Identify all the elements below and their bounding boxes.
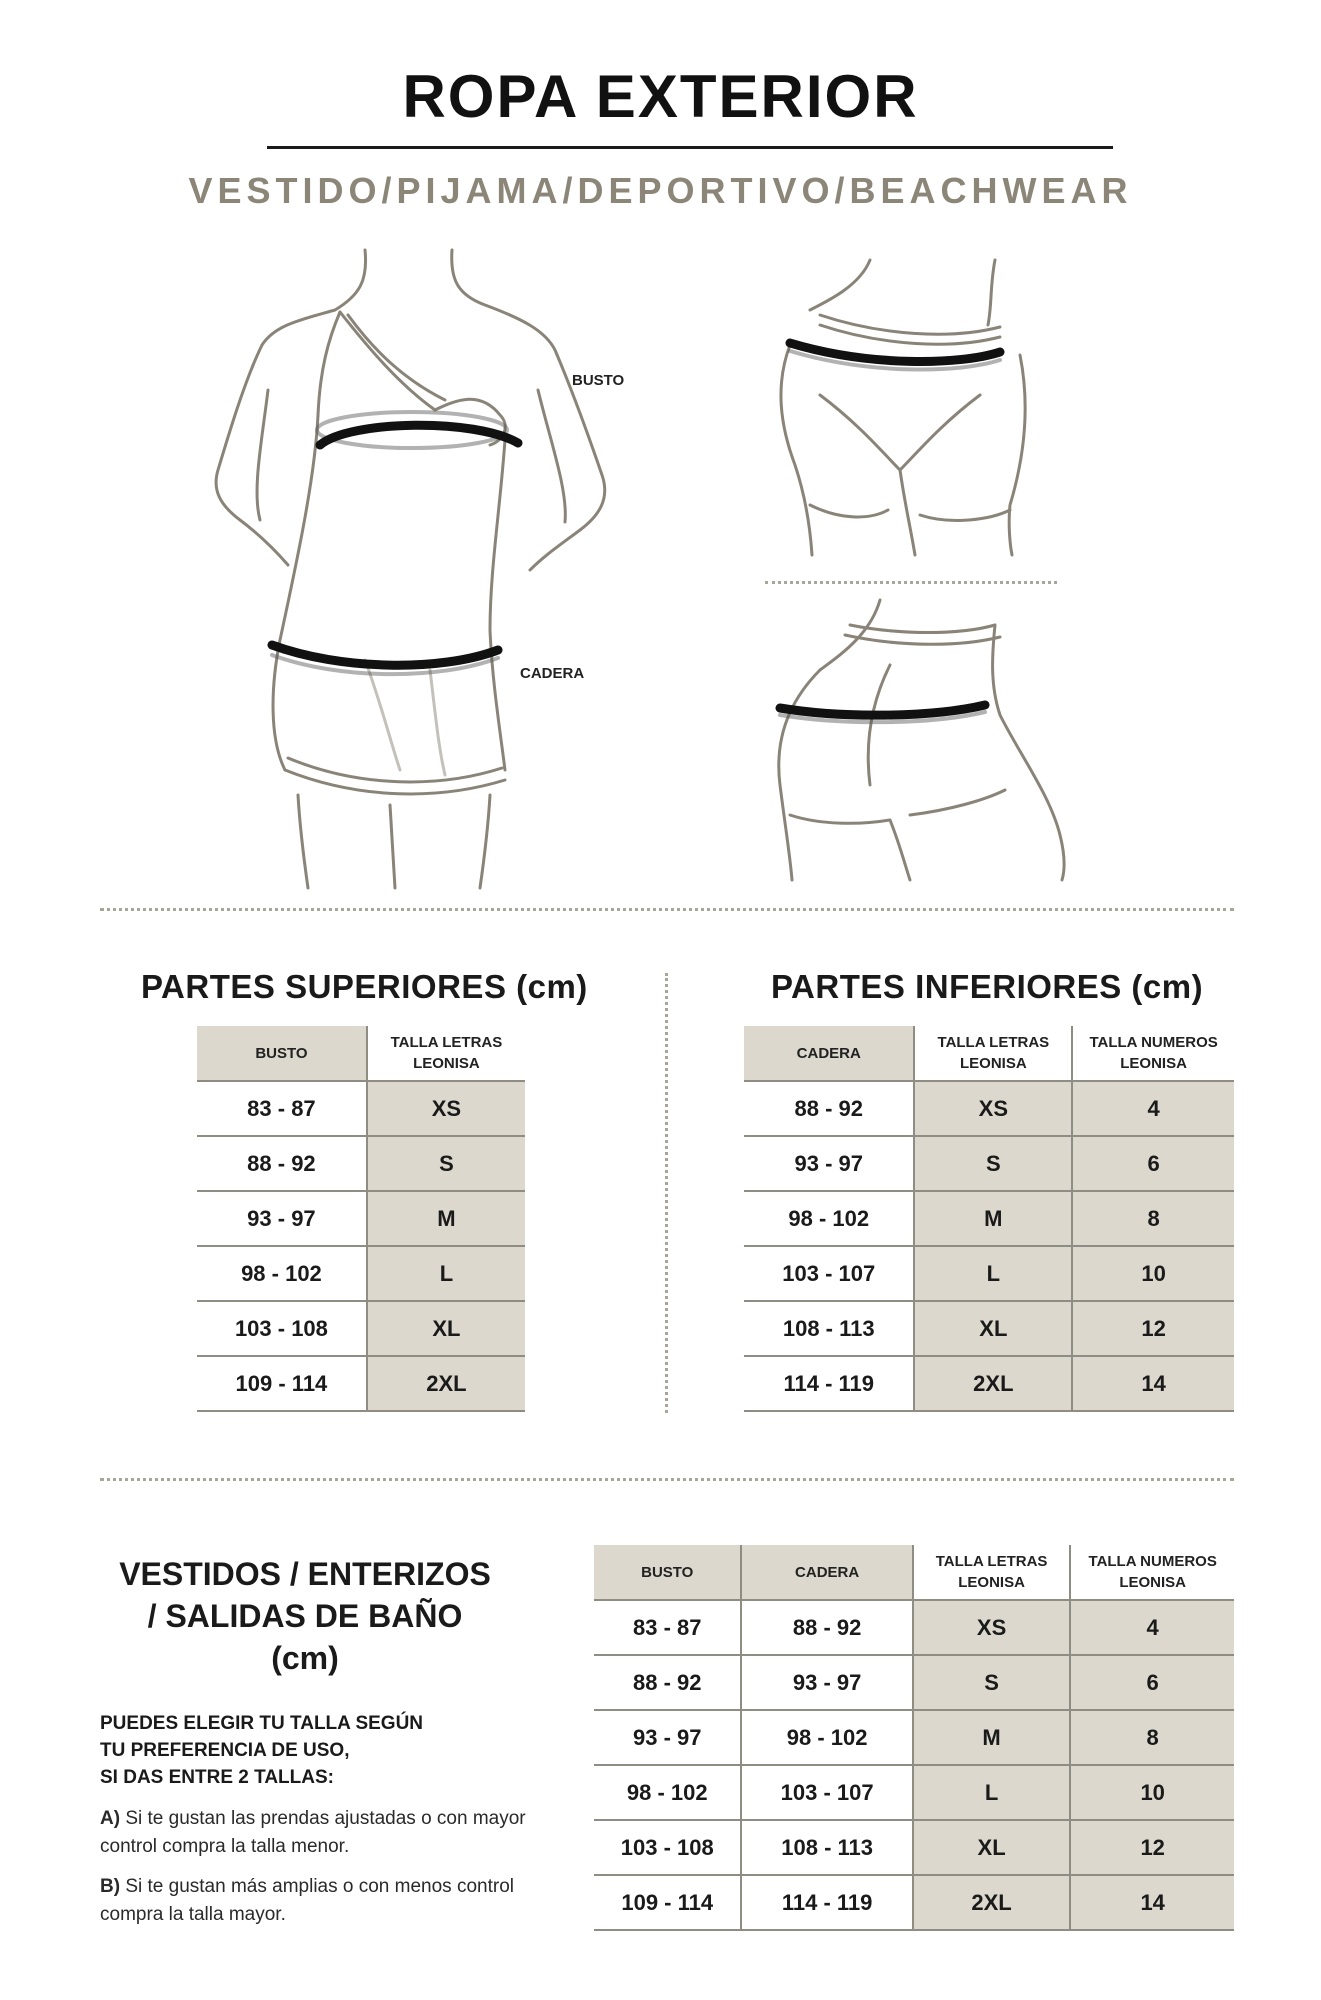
- tip-b: [100, 1873, 514, 1929]
- page-subtitle: VESTIDO/PIJAMA/DEPORTIVO/BEACHWEAR: [188, 170, 1133, 211]
- cadera-cell: 103 - 107: [741, 1765, 912, 1820]
- numero-cell: 6: [1070, 1655, 1234, 1710]
- table-row: [197, 1356, 525, 1411]
- cadera-label: CADERA: [520, 665, 585, 682]
- busto-cell: 109 - 114: [197, 1356, 367, 1411]
- table-row: [197, 1191, 525, 1246]
- table-row: [594, 1820, 1234, 1875]
- cadera-cell: 88 - 92: [744, 1081, 914, 1136]
- cadera-cell: 114 - 119: [744, 1356, 914, 1411]
- busto-cell: 88 - 92: [197, 1136, 367, 1191]
- header-talla-numeros: TALLA NUMEROS LEONISA: [1072, 1026, 1234, 1081]
- talla-cell: L: [914, 1246, 1072, 1301]
- talla-cell: XL: [913, 1820, 1071, 1875]
- busto-cell: 103 - 108: [594, 1820, 741, 1875]
- tip-a-line2: control compra la talla menor.: [100, 1836, 350, 1857]
- numero-cell: 12: [1072, 1301, 1234, 1356]
- talla-cell: M: [913, 1710, 1071, 1765]
- page-title: ROPA EXTERIOR: [402, 63, 919, 130]
- table-row: [594, 1765, 1234, 1820]
- header-talla-letras: TALLA LETRAS LEONISA: [367, 1026, 525, 1081]
- inferiores-title: PARTES INFERIORES (cm): [771, 968, 1204, 1005]
- numero-cell: 14: [1070, 1875, 1234, 1930]
- numero-cell: 14: [1072, 1356, 1234, 1411]
- back-briefs-illustration: [760, 595, 1070, 885]
- cadera-cell: 108 - 113: [741, 1820, 912, 1875]
- inferiores-table: [744, 1026, 1234, 1412]
- header-cadera: CADERA: [744, 1026, 914, 1081]
- tip-a-line1: Si te gustan las prendas ajustadas o con mayor: [120, 1808, 526, 1829]
- superiores-table: [197, 1026, 525, 1412]
- numero-cell: 10: [1072, 1246, 1234, 1301]
- numero-cell: 12: [1070, 1820, 1234, 1875]
- cadera-cell: 98 - 102: [741, 1710, 912, 1765]
- cadera-cell: 108 - 113: [744, 1301, 914, 1356]
- table-row: [744, 1191, 1234, 1246]
- tip-b-line2: compra la talla mayor.: [100, 1904, 286, 1925]
- dress-figure-illustration: [200, 240, 620, 890]
- busto-cell: 88 - 92: [594, 1655, 741, 1710]
- vestidos-table: [594, 1545, 1234, 1931]
- tips-heading-line1: PUEDES ELEGIR TU TALLA SEGÚN: [100, 1713, 424, 1734]
- busto-cell: 83 - 87: [594, 1600, 741, 1655]
- section-divider-top: [100, 908, 1234, 911]
- tip-b-line1: Si te gustan más amplias o con menos control: [120, 1876, 514, 1897]
- talla-cell: M: [367, 1191, 525, 1246]
- talla-cell: XS: [367, 1081, 525, 1136]
- header-talla-letras: TALLA LETRAS LEONISA: [913, 1545, 1071, 1600]
- table-row: [197, 1246, 525, 1301]
- table-row: [744, 1301, 1234, 1356]
- talla-cell: S: [914, 1136, 1072, 1191]
- table-row: [744, 1356, 1234, 1411]
- table-row: [197, 1081, 525, 1136]
- table-header-row: [594, 1545, 1234, 1600]
- table-row: [197, 1301, 525, 1356]
- talla-cell: L: [913, 1765, 1071, 1820]
- table-row: [744, 1081, 1234, 1136]
- section-divider-bottom: [100, 1478, 1234, 1481]
- column-divider: [665, 973, 668, 1413]
- tips-heading-line2: TU PREFERENCIA DE USO,: [100, 1740, 350, 1761]
- busto-cell: 98 - 102: [197, 1246, 367, 1301]
- table-row: [594, 1655, 1234, 1710]
- busto-cell: 109 - 114: [594, 1875, 741, 1930]
- table-row: [744, 1246, 1234, 1301]
- front-briefs-illustration: [760, 255, 1060, 565]
- busto-cell: 103 - 108: [197, 1301, 367, 1356]
- busto-cell: 93 - 97: [197, 1191, 367, 1246]
- numero-cell: 4: [1072, 1081, 1234, 1136]
- vestidos-title: [95, 1553, 515, 1679]
- numero-cell: 8: [1072, 1191, 1234, 1246]
- cadera-cell: 88 - 92: [741, 1600, 912, 1655]
- talla-cell: S: [913, 1655, 1071, 1710]
- busto-cell: 93 - 97: [594, 1710, 741, 1765]
- busto-label: BUSTO: [572, 372, 625, 389]
- tips-heading: [100, 1710, 423, 1791]
- cadera-cell: 93 - 97: [744, 1136, 914, 1191]
- talla-cell: 2XL: [367, 1356, 525, 1411]
- cadera-cell: 103 - 107: [744, 1246, 914, 1301]
- talla-cell: S: [367, 1136, 525, 1191]
- table-row: [744, 1136, 1234, 1191]
- table-header-row: [744, 1026, 1234, 1081]
- talla-cell: XL: [914, 1301, 1072, 1356]
- numero-cell: 10: [1070, 1765, 1234, 1820]
- talla-cell: M: [914, 1191, 1072, 1246]
- header-busto: BUSTO: [197, 1026, 367, 1081]
- talla-cell: 2XL: [914, 1356, 1072, 1411]
- header-busto: BUSTO: [594, 1545, 741, 1600]
- tip-a: [100, 1805, 526, 1861]
- header-talla-numeros: TALLA NUMEROS LEONISA: [1070, 1545, 1234, 1600]
- header-cadera: CADERA: [741, 1545, 912, 1600]
- figure-divider: [765, 581, 1057, 584]
- table-row: [594, 1875, 1234, 1930]
- cadera-cell: 114 - 119: [741, 1875, 912, 1930]
- talla-cell: XS: [914, 1081, 1072, 1136]
- numero-cell: 8: [1070, 1710, 1234, 1765]
- vestidos-title-line3: (cm): [271, 1640, 339, 1676]
- title-underline: [267, 146, 1113, 149]
- talla-cell: XS: [913, 1600, 1071, 1655]
- table-row: [594, 1710, 1234, 1765]
- numero-cell: 6: [1072, 1136, 1234, 1191]
- header-talla-letras: TALLA LETRAS LEONISA: [914, 1026, 1072, 1081]
- table-row: [197, 1136, 525, 1191]
- superiores-title: PARTES SUPERIORES (cm): [141, 968, 588, 1005]
- cadera-cell: 98 - 102: [744, 1191, 914, 1246]
- numero-cell: 4: [1070, 1600, 1234, 1655]
- vestidos-title-line1: VESTIDOS / ENTERIZOS: [119, 1556, 491, 1592]
- table-header-row: [197, 1026, 525, 1081]
- tip-a-label: A): [100, 1808, 121, 1829]
- talla-cell: 2XL: [913, 1875, 1071, 1930]
- talla-cell: XL: [367, 1301, 525, 1356]
- busto-cell: 98 - 102: [594, 1765, 741, 1820]
- tip-b-label: B): [100, 1876, 121, 1897]
- tips-heading-line3: SI DAS ENTRE 2 TALLAS:: [100, 1767, 334, 1788]
- vestidos-title-line2: / SALIDAS DE BAÑO: [147, 1598, 463, 1634]
- cadera-cell: 93 - 97: [741, 1655, 912, 1710]
- busto-cell: 83 - 87: [197, 1081, 367, 1136]
- talla-cell: L: [367, 1246, 525, 1301]
- table-row: [594, 1600, 1234, 1655]
